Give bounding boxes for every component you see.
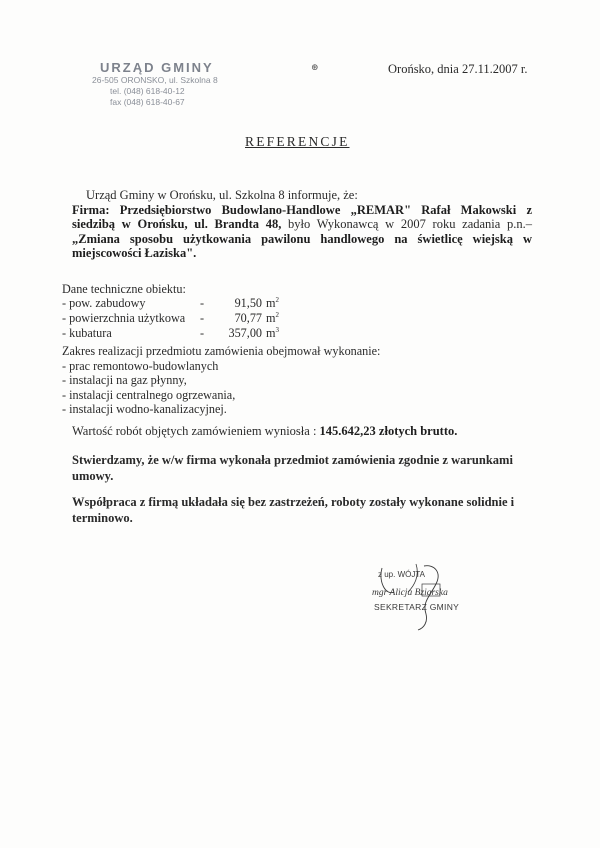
tech-exp: 3	[275, 326, 279, 334]
list-item: - prac remontowo-budowlanych	[62, 358, 219, 373]
intro-middle: było Wykonawcą w 2007 roku zadania p.n.–	[281, 217, 532, 231]
place-date: Orońsko, dnia 27.11.2007 r.	[388, 62, 528, 76]
intro-lead: Urząd Gminy w Orońsku, ul. Szkolna 8 informuje, że:	[86, 188, 358, 202]
list-item: - instalacji na gaz płynny,	[62, 373, 187, 387]
tech-row: - kubatura - 357,00 $m^3$	[62, 326, 279, 340]
list-item: - instalacji centralnego ogrzewania,	[62, 387, 236, 402]
contract-value	[72, 424, 542, 439]
scope-section	[62, 344, 442, 417]
signature-name: mgr Alicja Bziarska	[372, 588, 448, 598]
tech-value: 91,50	[234, 296, 262, 310]
document-heading: REFERENCJE	[245, 134, 350, 149]
stamp-tel: tel. (048) 618-40-12	[110, 86, 185, 96]
tech-exp: 2	[275, 296, 279, 304]
tech-unit: m	[266, 296, 276, 310]
tech-label: - powierzchnia użytkowa	[62, 311, 186, 325]
intro-task: „Zmiana sposobu użytkowania pawilonu handlowego na świetlicę wiejską w miejscowości Łaziska".	[72, 231, 532, 260]
tech-title: Dane techniczne obiektu:	[62, 282, 186, 296]
signature-authority: z up. WÓJTA	[378, 570, 425, 579]
tech-row: - powierzchnia użytkowa - 70,77 $m^2$	[62, 311, 279, 325]
tech-row: - pow. zabudowy - 91,50 $m^2$	[62, 296, 279, 310]
office-stamp	[86, 60, 256, 108]
tech-unit: m	[266, 326, 276, 340]
value-text: Wartość robót objętych zamówieniem wyniosła :	[72, 424, 320, 438]
intro-paragraph	[72, 188, 532, 261]
technical-data	[62, 282, 322, 341]
confirmation-paragraph: Stwierdzamy, że w/w firma wykonała przedmiot zamówienia zgodnie z warunkami umowy.	[72, 453, 513, 483]
tech-exp: 2	[275, 311, 279, 319]
header-mark: ⊛	[311, 62, 319, 72]
stamp-fax: fax (048) 618-40-67	[110, 97, 185, 107]
list-item: - instalacji wodno-kanalizacyjnej.	[62, 402, 227, 416]
signature-title: SEKRETARZ GMINY	[374, 602, 460, 612]
tech-value: 70,77	[234, 311, 262, 325]
value-amount: 145.642,23 złotych brutto.	[319, 424, 458, 438]
tech-label: - pow. zabudowy	[62, 296, 146, 310]
scope-title: Zakres realizacji przedmiotu zamówienia obejmował wykonanie:	[62, 344, 381, 358]
stamp-address: 26-505 ORONSKO, ul. Szkolna 8	[92, 75, 218, 85]
tech-unit: m	[266, 311, 276, 325]
intro-firm: Firma: Przedsiębiorstwo Budowlano-Handlowe „REMAR" Rafał Makowski z siedzibą w Orońsku, ul. Brandta 48,	[72, 202, 532, 231]
stamp-title: URZĄD GMINY	[100, 60, 214, 75]
cooperation-paragraph: Współpraca z firmą układała się bez zastrzeżeń, roboty zostały wykonane solidnie i terminowo.	[72, 495, 515, 525]
tech-value: 357,00	[228, 326, 262, 340]
tech-label: - kubatura	[62, 326, 112, 340]
